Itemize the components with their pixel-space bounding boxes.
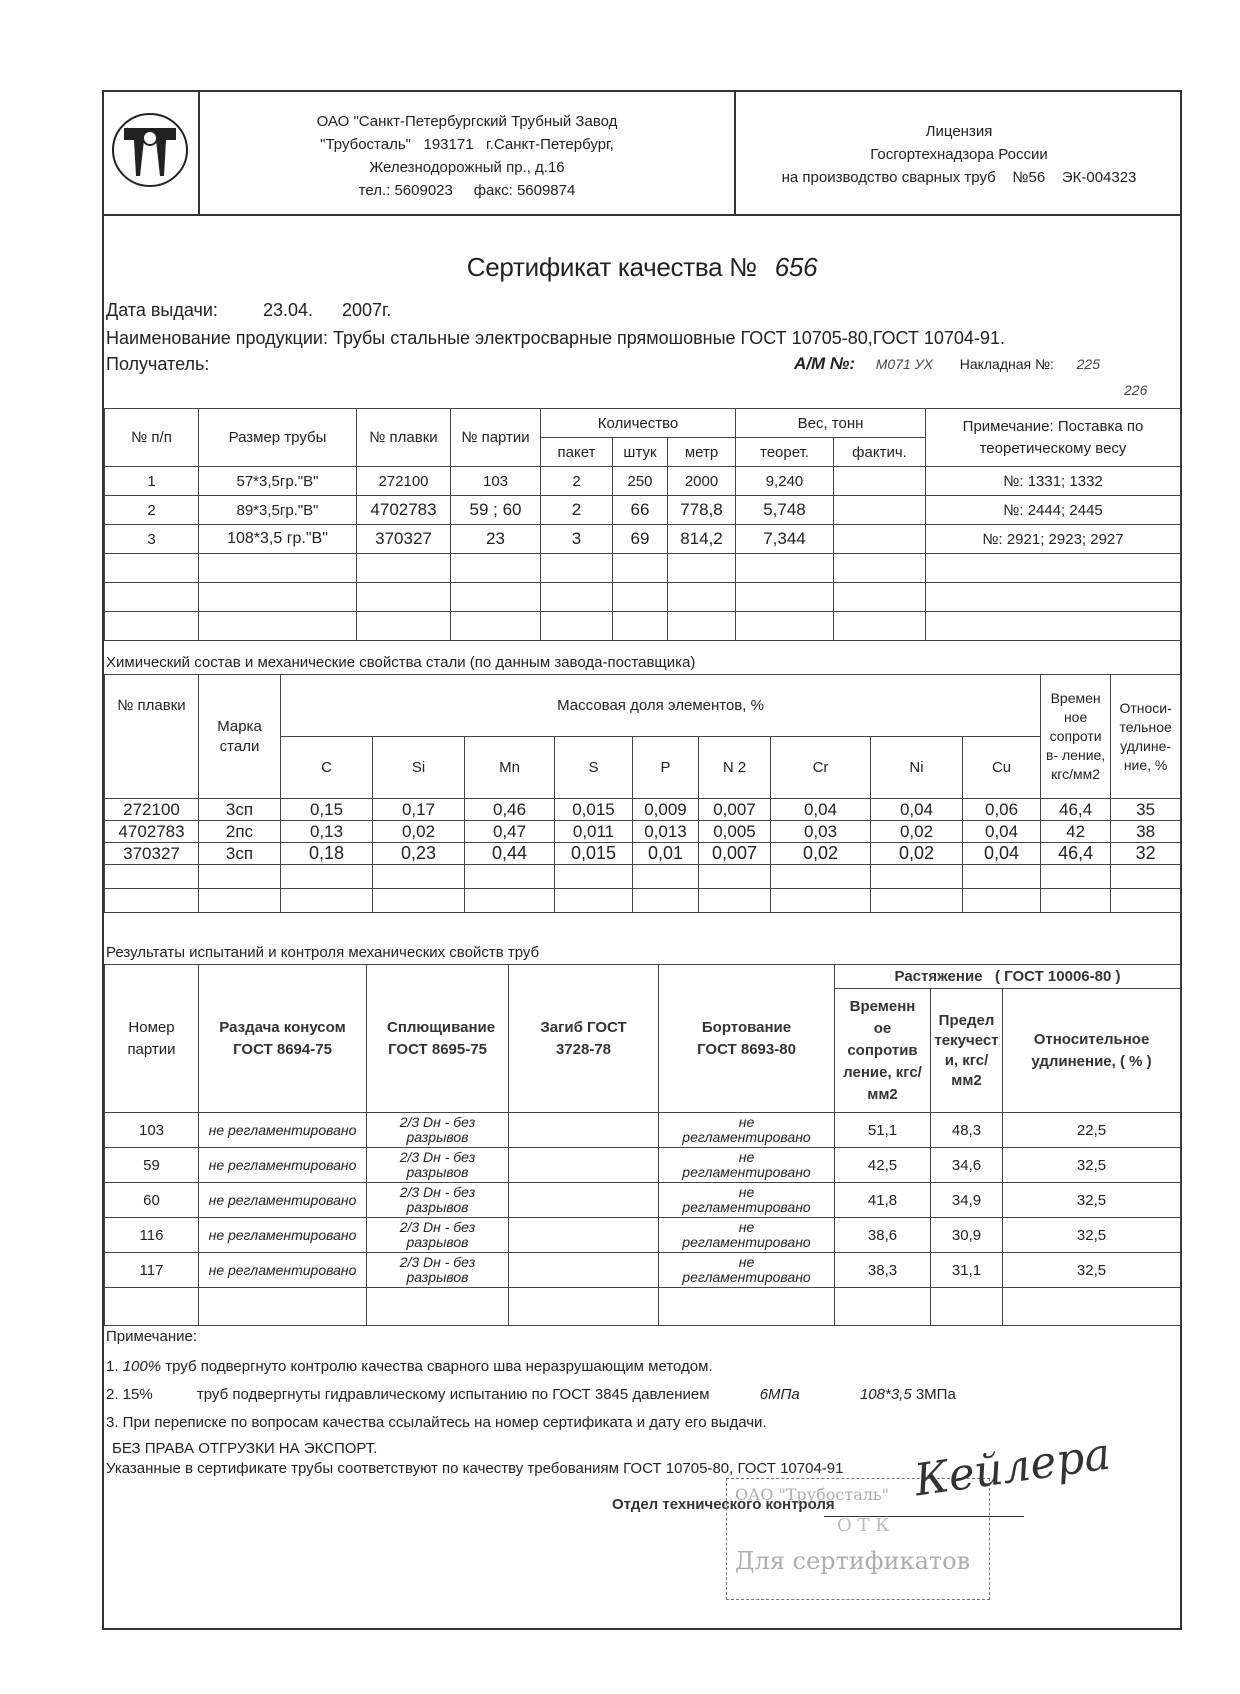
waybill-number: 225 [1076,356,1100,372]
table-row: 370327 3сп 0,18 0,23 0,44 0,015 0,01 0,007 0,02 0,02 0,04 46,4 32 [105,843,1181,865]
header [104,92,1180,216]
table-row-empty [105,865,1181,889]
table-row: 272100 3сп 0,15 0,17 0,46 0,015 0,009 0,007 0,04 0,04 0,06 46,4 35 [105,799,1181,821]
col-header-batch: Номер партии [105,965,199,1113]
vehicle-number: А/М №: М071 УХ Накладная №: 225 [794,354,1100,373]
logo-cell [104,92,200,214]
col-header-weight: Вес, тонн [736,409,926,438]
col-header-tensile: Времен ное сопроти в- ление, кгс/мм2 [1041,675,1111,799]
col-header-elongation: Относи- тельное удлине- ние, % [1111,675,1181,799]
tests-table [104,964,1181,1326]
certificate-number: 656 [774,252,818,282]
col-header-actual: фактич. [834,438,926,467]
company-line: Железнодорожный пр., д.16 [369,159,565,176]
shipment-table [104,408,1181,641]
table-row: 59 не регламентировано 2/3 Dн - без разрывов не регламентировано 42,5 34,6 32,5 [105,1148,1181,1183]
table-row: 116 не регламентировано 2/3 Dн - без разрывов не регламентировано 38,6 30,9 32,5 [105,1218,1181,1253]
col-header-quantity: Количество [541,409,736,438]
col-header-yield: Предел текучест и, кгс/мм2 [931,989,1003,1113]
recipient-label: Получатель: [106,354,210,374]
stamp: ОАО "Трубосталь" О Т К Для сертификатов [726,1478,990,1600]
tests-section-title: Результаты испытаний и контроля механических свойств труб [106,944,540,961]
table-row: 1 57*3,5гр."В" 272100 103 2 250 2000 9,240 №: 1331; 1332 [105,467,1181,496]
note-3: 3. При переписке по вопросам качества ссылайтесь на номер сертификата и дату его выдачи. [106,1414,767,1431]
company-info [200,92,736,214]
issue-date-year: 2007г. [342,300,392,320]
export-restriction: БЕЗ ПРАВА ОТГРУЗКИ НА ЭКСПОРТ. [112,1440,378,1457]
table-row: 4702783 2пс 0,13 0,02 0,47 0,011 0,013 0,005 0,03 0,02 0,04 42 38 [105,821,1181,843]
trubostal-logo-icon [110,110,190,190]
company-line: тел.: 5609023 факс: 5609874 [358,182,576,199]
col-header-num: № п/п [105,409,199,467]
col-header-cone-expansion: Раздача конусом ГОСТ 8694-75 [199,965,367,1113]
col-header-elongation: Относительное удлинение, ( % ) [1003,989,1181,1113]
note-1: 1. 100% труб подвергнуто контролю качества сварного шва неразрушающим методом. [106,1358,713,1375]
product-value: Трубы стальные электросварные прямошовные ГОСТ 10705-80,ГОСТ 10704-91. [332,328,1005,348]
chemistry-section-title: Химический состав и механические свойства стали (по данным завода-поставщика) [106,654,696,671]
certificate-title: Сертификат качества № 656 [466,252,818,282]
table-row: 3 108*3,5 гр."В" 370327 23 3 69 814,2 7,344 №: 2921; 2923; 2927 [105,525,1181,554]
col-header-heat: № плавки [357,409,451,467]
license-line: Лицензия [925,123,993,140]
certificate-page [102,90,1182,1630]
qc-department: Отдел технического контроля [612,1496,835,1513]
col-header-note: Примечание: Поставка по теоретическому весу [926,409,1181,467]
issue-date-line: Дата выдачи: 23.04. 2007г. [106,300,392,320]
col-header-pieces: штук [613,438,668,467]
col-header-theoretical: теорет. [736,438,834,467]
table-row: 103 не регламентировано 2/3 Dн - без разрывов не регламентировано 51,1 48,3 22,5 [105,1113,1181,1148]
license-line: Госгортехнадзора России [870,146,1048,163]
table-row: 60 не регламентировано 2/3 Dн - без разрывов не регламентировано 41,8 34,9 32,5 [105,1183,1181,1218]
notes-title: Примечание: [106,1328,197,1345]
col-header-tension: Растяжение ( ГОСТ 10006-80 ) [835,965,1181,989]
table-row-empty [105,889,1181,913]
waybill-number: 226 [1124,382,1148,398]
company-line: ОАО "Санкт-Петербургский Трубный Завод [316,113,618,130]
license-info [738,92,1180,214]
col-header-bend: Загиб ГОСТ 3728-78 [509,965,659,1113]
table-row-empty [105,1288,1181,1326]
col-header-grade: Марка стали [199,675,281,799]
signature: Кейлера [911,1428,1114,1507]
table-row: 2 89*3,5гр."В" 4702783 59 ; 60 2 66 778,8 5,748 №: 2444; 2445 [105,496,1181,525]
table-row-empty [105,554,1181,583]
col-header-packs: пакет [541,438,613,467]
table-row-empty [105,583,1181,612]
chemistry-table: № плавки Марка стали Массовая доля элементов, % Времен ное сопроти в- ление, кгс/мм2 Относи- тельное удлине- ние, % C Si Mn S P N 2 Cr Ni Cu 272100 3сп 0,15 0,17 0,46 0,015 0,009 0,007 0,04 0,04 0,06 46,4 35 4702783 2пс 0,13 0,02 0,47 0,011 0,013 0,005 0,03 0,02 0,04 42 38 370327 3сп 0,18 0,23 0,44 0,015 0,01 0,007 0,02 0,02 0,04 46,4 32 [104,674,1181,913]
col-header-mass-fraction: Массовая доля элементов, % [281,675,1041,737]
signature-line [824,1516,1024,1517]
col-header-meters: метр [668,438,736,467]
col-header-tensile: Временн ое сопротив ление, кгс/мм2 [835,989,931,1113]
col-header-heat: № плавки [105,675,199,799]
col-header-size: Размер трубы [199,409,357,467]
col-header-flanging: Бортование ГОСТ 8693-80 [659,965,835,1113]
col-header-flattening: Сплющивание ГОСТ 8695-75 [367,965,509,1113]
table-row-empty [105,612,1181,641]
product-line: Наименование продукции: Трубы стальные электросварные прямошовные ГОСТ 10705-80,ГОСТ 10704-91. [106,328,1005,348]
note-2: 2. 15% труб подвергнуты гидравлическому испытанию по ГОСТ 3845 давлением 6МПа 108*3,5 3МПа [106,1386,956,1403]
issue-date-day: 23.04. [262,300,313,320]
company-line: "Трубосталь" 193171 г.Санкт-Петербург, [320,136,614,153]
col-header-batch: № партии [451,409,541,467]
license-line: на производство сварных труб №56 ЭК-004323 [781,169,1137,186]
conformity-statement: Указанные в сертификате трубы соответствуют по качеству требованиям ГОСТ 10705-80, ГОСТ 10704-91 [106,1460,844,1477]
table-row: 117 не регламентировано 2/3 Dн - без разрывов не регламентировано 38,3 31,1 32,5 [105,1253,1181,1288]
